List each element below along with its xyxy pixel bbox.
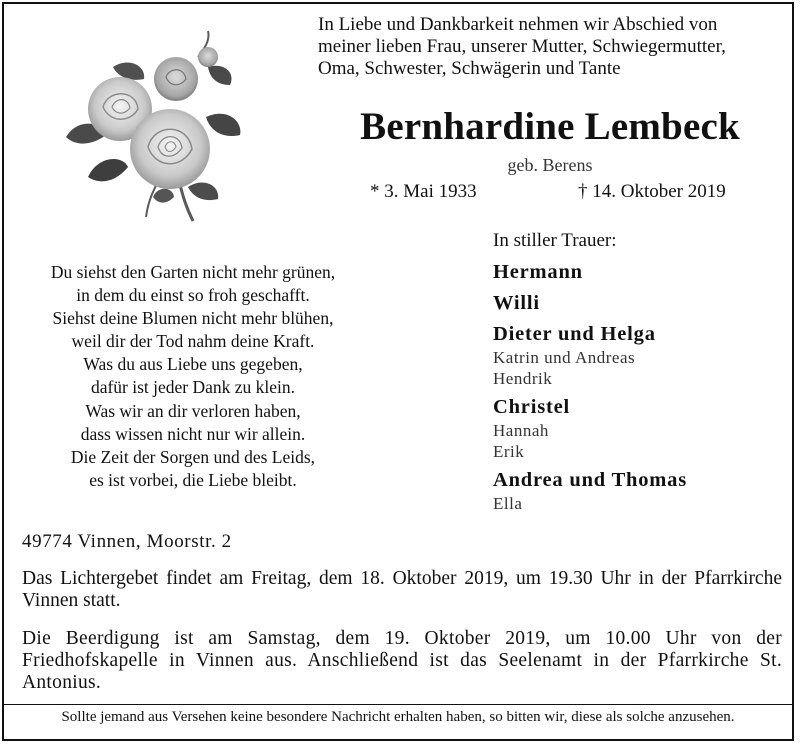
poem-line: Die Zeit der Sorgen und des Leids, bbox=[70, 446, 316, 467]
maiden-name: geb. Berens bbox=[507, 155, 593, 175]
poem-line: Du siehst den Garten nicht mehr grünen, bbox=[50, 262, 336, 282]
address: 49774 Vinnen, Moorstr. 2 bbox=[22, 531, 232, 552]
poem-line: dass wissen nicht nur wir allein. bbox=[80, 423, 306, 444]
mourner-group bbox=[493, 467, 793, 514]
mourner-group bbox=[493, 321, 793, 389]
intro-line: In Liebe und Dankbarkeit nehmen wir Abschied von bbox=[318, 14, 718, 35]
mourner-sub: Erik bbox=[493, 442, 525, 461]
intro-line: Oma, Schwester, Schwägerin und Tante bbox=[318, 58, 621, 79]
lichtergebet-notice: Das Lichtergebet findet am Freitag, dem 18. Oktober 2019, um 19.30 Uhr in der Pfarrkirche Vinnen statt. bbox=[22, 568, 782, 611]
poem-line: es ist vorbei, die Liebe bleibt. bbox=[89, 469, 297, 490]
mourner-group bbox=[493, 259, 793, 285]
mourners-list bbox=[493, 229, 793, 519]
divider bbox=[2, 704, 794, 705]
mourner-sub: Katrin und Andreas bbox=[493, 348, 636, 367]
footnote: Sollte jemand aus Versehen keine besondere Nachricht erhalten haben, so bitten wir, diese als solche anzusehen. bbox=[61, 709, 735, 725]
poem-line: Was wir an dir verloren haben, bbox=[85, 400, 301, 421]
mourner-name: Willi bbox=[493, 292, 540, 314]
mourner-name: Christel bbox=[493, 396, 570, 418]
intro-line: meiner lieben Frau, unserer Mutter, Schwiegermutter, bbox=[318, 36, 726, 57]
mourner-sub: Hendrik bbox=[493, 369, 553, 388]
mourner-sub: Ella bbox=[493, 494, 523, 513]
funeral-notice: Die Beerdigung ist am Samstag, dem 19. Oktober 2019, um 10.00 Uhr von der Friedhofskapelle in Vinnen aus. Anschließend ist das Seelenamt in der Pfarrkirche St. Antonius. bbox=[22, 628, 782, 693]
poem-line: weil dir der Tod nahm deine Kraft. bbox=[71, 331, 315, 352]
poem-line: dafür ist jeder Dank zu klein. bbox=[90, 377, 296, 398]
mourner-name: Hermann bbox=[493, 261, 583, 283]
mourners-heading: In stiller Trauer: bbox=[493, 230, 617, 251]
poem bbox=[8, 261, 378, 492]
mourner-name: Dieter und Helga bbox=[493, 323, 656, 345]
rose-bouquet-icon bbox=[58, 27, 248, 223]
birth-date: * 3. Mai 1933 bbox=[370, 181, 477, 202]
mourner-name: Andrea und Thomas bbox=[493, 469, 687, 491]
mourner-group bbox=[493, 394, 793, 462]
intro-text bbox=[318, 14, 788, 80]
death-date: † 14. Oktober 2019 bbox=[578, 181, 726, 202]
mourner-sub: Hannah bbox=[493, 421, 549, 440]
poem-line: Siehst deine Blumen nicht mehr blühen, bbox=[52, 308, 334, 329]
mourner-group bbox=[493, 290, 793, 316]
poem-line: Was du aus Liebe uns gegeben, bbox=[83, 354, 303, 375]
poem-line: in dem du einst so froh geschafft. bbox=[76, 285, 310, 306]
deceased-name: Bernhardine Lembeck bbox=[360, 105, 740, 148]
